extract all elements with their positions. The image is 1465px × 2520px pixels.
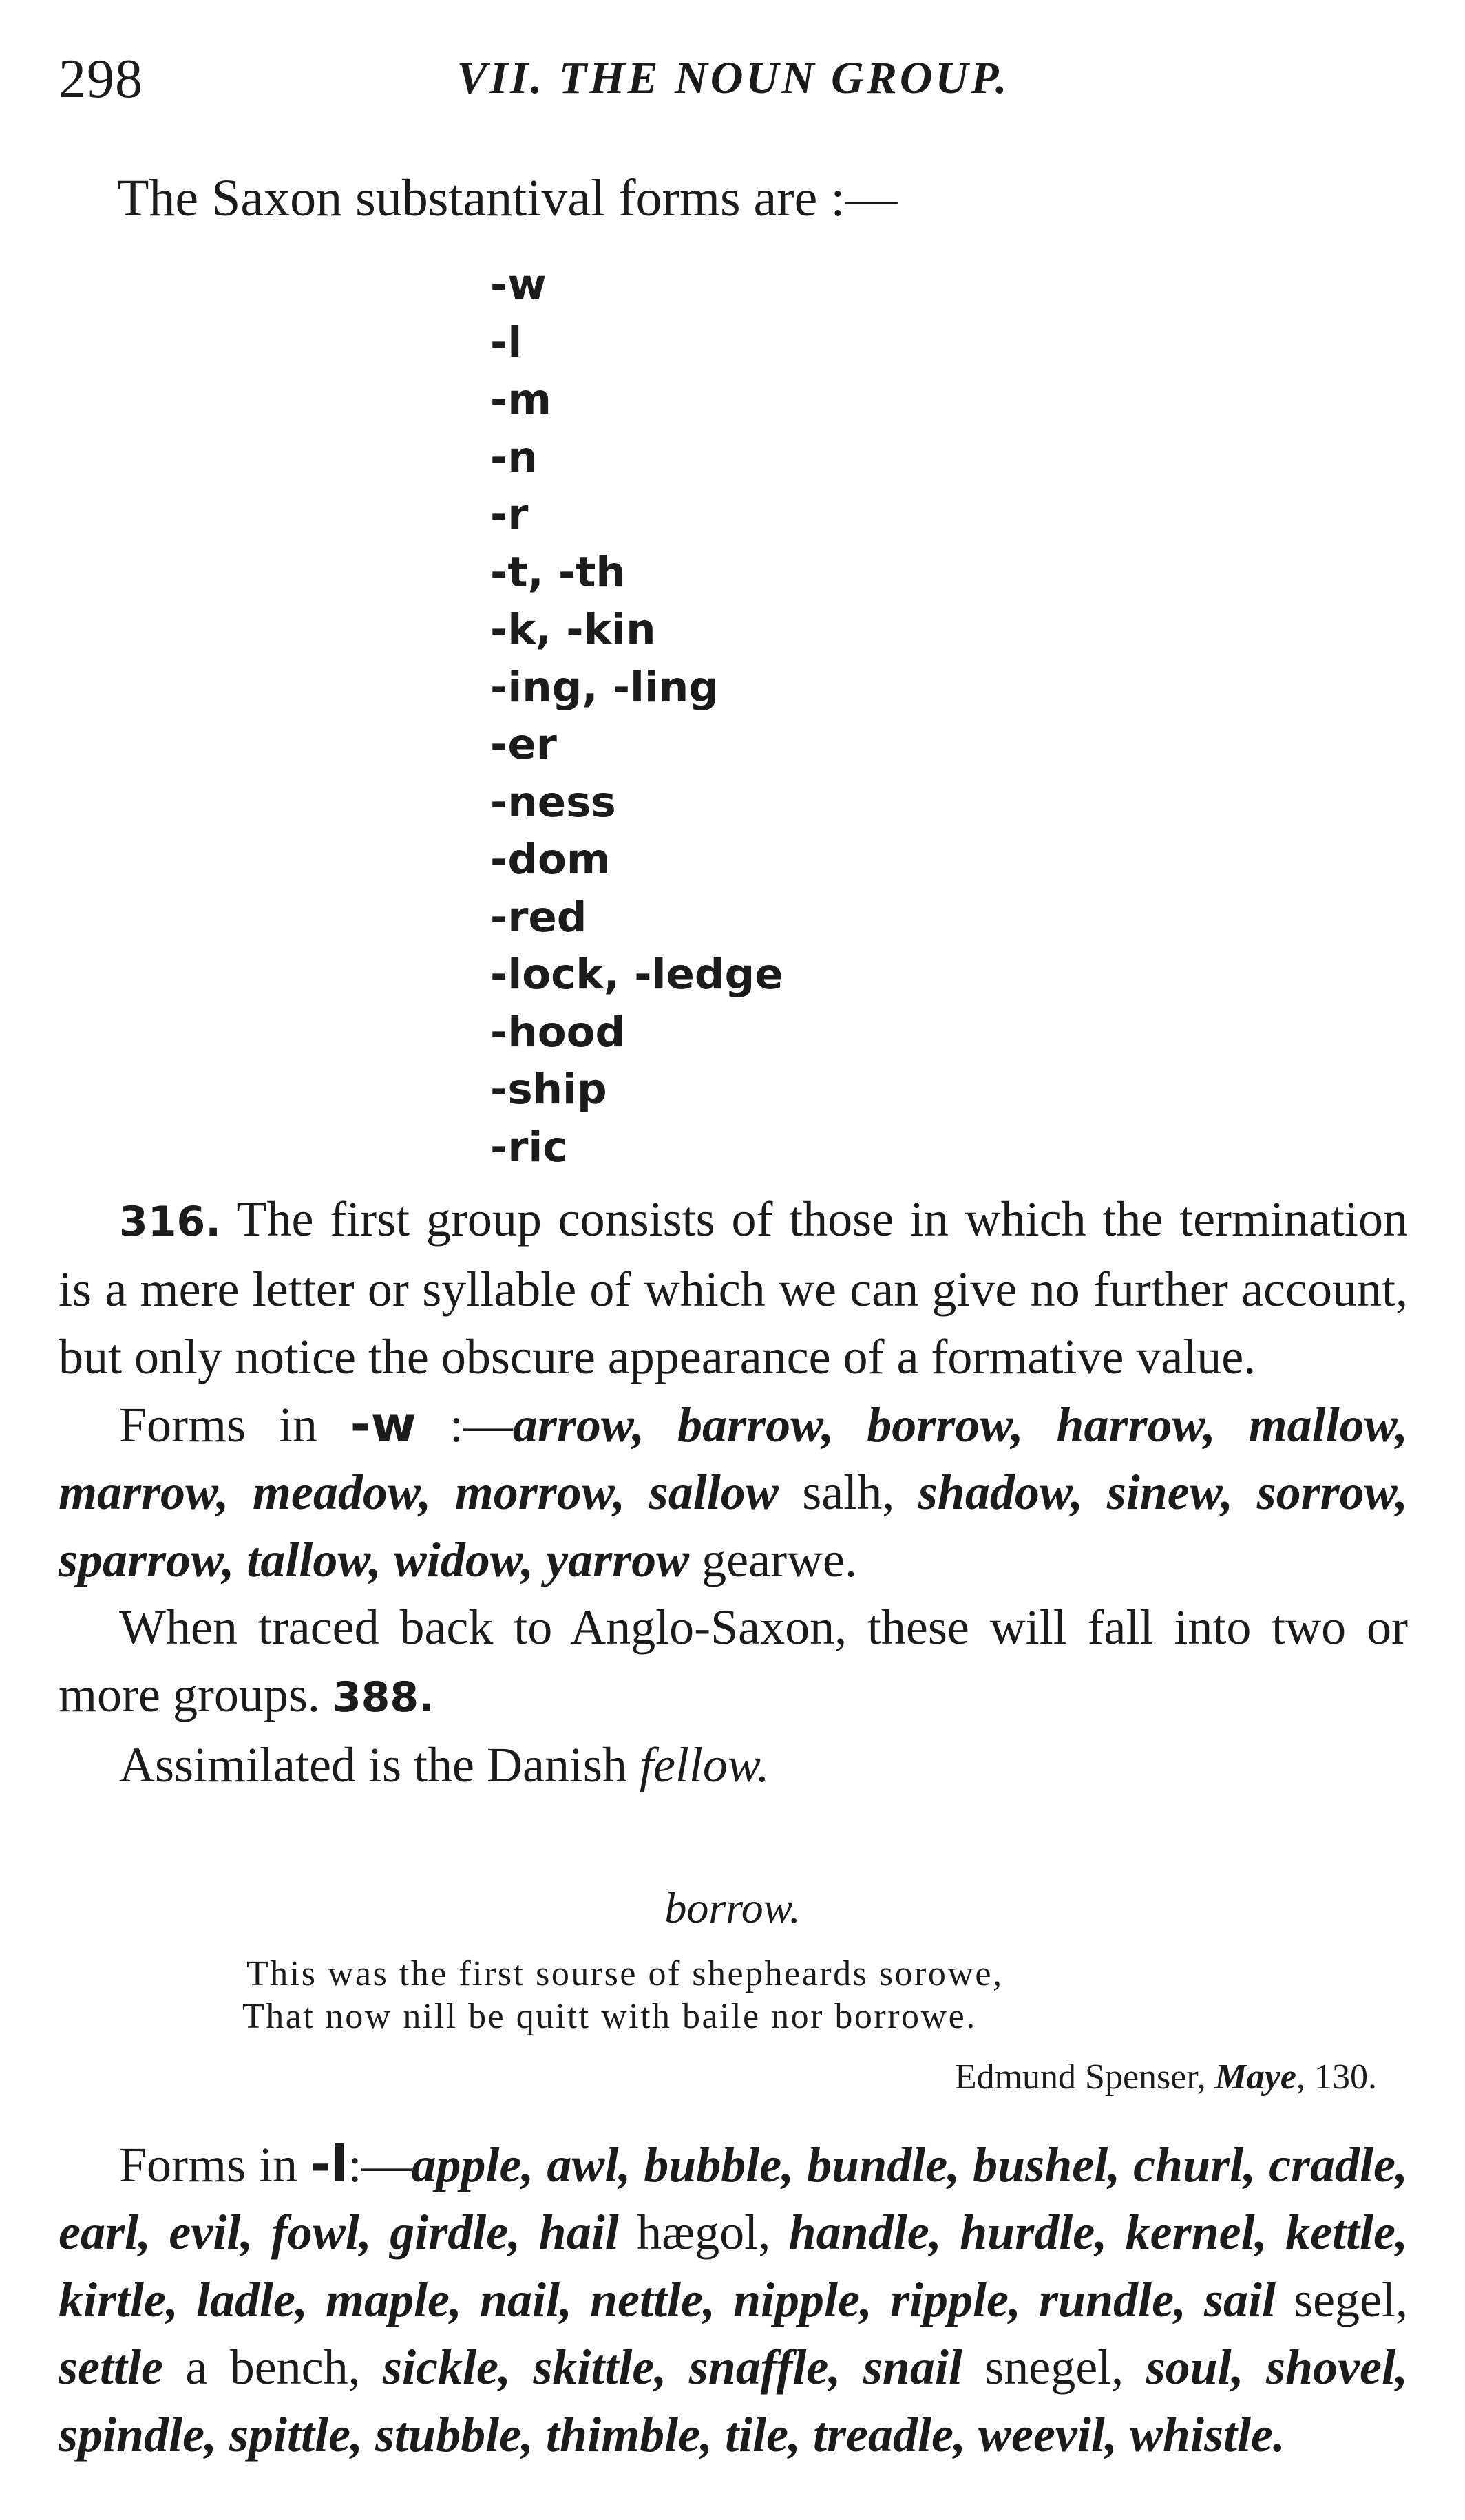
attribution-work: Maye [1214, 2057, 1296, 2097]
forms-w-words: arrow, barrow, borrow, harrow, mallow, marrow, meadow, morrow, sallow [59, 1397, 1409, 1520]
forms-l-gloss-4: snegel, [962, 2340, 1146, 2395]
forms-l-words-5: soul, shovel, spindle, spittle, stubble, thimble, tile, treadle, weevil, whistle. [59, 2340, 1409, 2462]
intro-line: The Saxon substantival forms are :— [117, 169, 898, 227]
forms-l-paragraph [59, 2130, 1408, 2468]
forms-l-gloss-2: segel, [1276, 2272, 1409, 2327]
section-number: 316. [119, 1198, 222, 1246]
main-body [59, 1185, 1408, 1799]
suffix-item: -l [490, 317, 523, 367]
forms-w-paragraph [59, 1390, 1408, 1593]
assimilated-paragraph [59, 1731, 1408, 1799]
traced-text: When traced back to Anglo-Saxon, these will fall into two or more groups. [59, 1600, 1408, 1722]
page-header [59, 48, 1408, 124]
assimilated-word: fellow. [639, 1737, 770, 1792]
forms-w-gloss: salh, [778, 1465, 918, 1520]
quote-heading: borrow. [664, 1883, 801, 1932]
suffix-item: -ing, -ling [490, 662, 719, 712]
forms-w-gloss-2: gearwe. [689, 1532, 858, 1587]
attribution-author: Edmund Spenser, [954, 2057, 1215, 2097]
forms-w-label: Forms in [119, 1397, 350, 1452]
traced-paragraph [59, 1593, 1408, 1731]
suffix-item: -red [490, 892, 587, 942]
suffix-item: -dom [490, 835, 611, 884]
suffix-item: -ship [490, 1065, 607, 1114]
forms-w-marker: -w [350, 1395, 417, 1453]
forms-l-words-1: apple, awl, bubble, bundle, bushel, churl, cradle, earl, evil, fowl, girdle, hail [59, 2137, 1409, 2260]
suffix-item: -ric [490, 1122, 568, 1172]
suffix-item: -w [490, 260, 547, 309]
forms-l-section [59, 2130, 1408, 2468]
section-316-text: The first group consists of those in which the termination is a mere letter or syllable of which we can give no further account, but only notice the obscure appearance of a formative value. [59, 1192, 1408, 1384]
suffix-item: -er [490, 720, 557, 769]
forms-l-label: Forms in [119, 2137, 310, 2192]
forms-l-marker: -l [310, 2135, 348, 2193]
verse-line-2: That now nill be quitt with baile nor borrowe. [242, 1997, 977, 2036]
suffix-item: -hood [490, 1007, 626, 1057]
suffix-item: -r [490, 490, 529, 539]
suffix-item: -m [490, 375, 551, 424]
suffix-item: -ness [490, 777, 616, 827]
forms-w-words-2: shadow, sinew, sorrow, sparrow, tallow, widow, yarrow [59, 1465, 1409, 1587]
forms-l-colon: :— [348, 2137, 412, 2192]
suffix-item: -k, -kin [490, 605, 656, 654]
section-316-paragraph [59, 1185, 1408, 1390]
forms-l-gloss-3: a bench, [162, 2340, 383, 2395]
assimilated-text: Assimilated is the Danish [119, 1737, 640, 1792]
verse-line-1: This was the first sourse of shepheards sorowe, [246, 1954, 1004, 1993]
suffix-item: -t, -th [490, 547, 626, 597]
quote-attribution [955, 2057, 1377, 2097]
forms-l-words-4: sickle, skittle, snaffle, snail [383, 2340, 962, 2395]
running-title: VII. THE NOUN GROUP. [456, 53, 1010, 103]
forms-l-gloss-1: hægol, [618, 2205, 789, 2260]
suffix-list [490, 256, 783, 1176]
attribution-line: , 130. [1296, 2057, 1377, 2097]
forms-w-colon: :— [417, 1397, 513, 1452]
section-reference: 388. [332, 1673, 434, 1722]
suffix-item: -lock, -ledge [490, 950, 783, 999]
suffix-item: -n [490, 432, 538, 482]
forms-l-words-2: handle, hurdle, kernel, kettle, kirtle, ladle, maple, nail, nettle, nipple, ripple, rundle, sail [59, 2205, 1408, 2327]
forms-l-words-3: settle [59, 2340, 163, 2395]
page-number: 298 [59, 49, 143, 109]
